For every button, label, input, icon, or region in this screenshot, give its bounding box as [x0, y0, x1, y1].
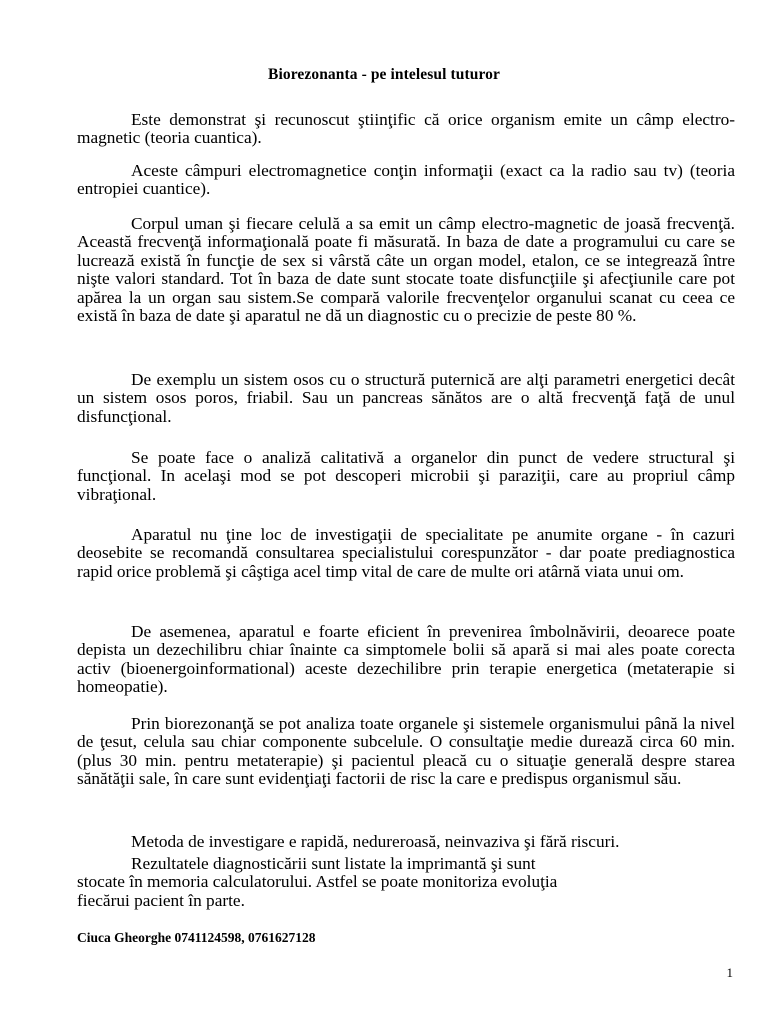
- paragraph-text: De exemplu un sistem osos cu o structură puternică are alţi parametri energetici decât un sistem osos poros, friabil. Sau un pancreas sănătos are o altă frecvenţă faţă de unul disfuncţional.: [77, 370, 735, 426]
- paragraph: [77, 526, 735, 581]
- author-contact: Ciuca Gheorghe 0741124598, 0761627128: [77, 930, 316, 945]
- paragraph: [77, 162, 735, 199]
- paragraph: [77, 715, 735, 789]
- page-number: 1: [726, 965, 733, 980]
- paragraph-line: Rezultatele diagnosticării sunt listate la imprimantă şi sunt: [131, 854, 536, 873]
- paragraph: [77, 215, 735, 325]
- paragraph-text: Aparatul nu ţine loc de investigaţii de specialitate pe anumite organe - în cazuri deosebite se recomandă consultarea specialistului corespunzător - dar poate prediagnostica rapid orice problemă şi câştiga acel timp vital de care de multe ori atârnă viata unui om.: [77, 525, 735, 581]
- paragraph-line: stocate în memoria calculatorului. Astfel se poate monitoriza evoluţia: [77, 872, 558, 892]
- paragraph-text: De asemenea, aparatul e foarte eficient în prevenirea îmbolnăvirii, deoarece poate depista un dezechilibru chiar înainte ca simptomele bolii să apară si mai ales poate corecta activ (bioenergoinformational) aceste dezechilibre prin terapie energetica (metaterapie si homeopatie).: [77, 622, 735, 697]
- paragraph: [77, 371, 735, 426]
- paragraph-text: Aceste câmpuri electromagnetice conţin informaţii (exact ca la radio sau tv) (teoria entropiei cuantice).: [77, 161, 735, 199]
- paragraph-text: Se poate face o analiză calitativă a organelor din punct de vedere structural şi funcţional. In acelaşi mod se pot descoperi microbii şi paraziţii, care au propriul câmp vibraţional.: [77, 448, 735, 504]
- paragraph: [77, 449, 735, 504]
- paragraph: [77, 833, 735, 851]
- paragraph-text: Corpul uman şi fiecare celulă a sa emit un câmp electro-magnetic de joasă frecvenţă. Această frecvenţă informaţională poate fi măsurată. In baza de date a programului cu care se lucrează există în funcţie de sex si vârstă câte un organ model, etalon, ce se integrează între nişte valori standard. Tot în baza de date sunt stocate toate disfuncţiile şi afecţiunile care pot apărea la un organ sau sistem.Se compară valorile frecvenţelor organului scanat cu ceea ce există în baza de date şi aparatul ne dă un diagnostic cu o precizie de peste 80 %.: [77, 214, 735, 326]
- paragraph-text: Prin biorezonanţă se pot analiza toate organele şi sistemele organismului până la nivel de ţesut, celula sau chiar componente subcelule. O consultaţie medie durează circa 60 min. (plus 30 min. pentru metaterapie) şi pacientul pleacă cu o situaţie generală despre starea sănătăţii sale, în care sunt evidenţiaţi factorii de risc la care e predispus organismul său.: [77, 714, 735, 789]
- paragraph-text: Este demonstrat şi recunoscut ştiinţific că orice organism emite un câmp electro-magnetic (teoria cuantica).: [77, 110, 735, 148]
- paragraph: [77, 623, 735, 697]
- last-paragraph: [77, 855, 735, 910]
- document-title: Biorezonanta - pe intelesul tuturor: [268, 66, 500, 83]
- paragraph-text: Metoda de investigare e rapidă, nedureroasă, neinvaziva şi fără riscuri.: [131, 832, 620, 851]
- paragraph-line: fiecărui pacient în parte.: [77, 890, 245, 910]
- paragraph: [77, 111, 735, 148]
